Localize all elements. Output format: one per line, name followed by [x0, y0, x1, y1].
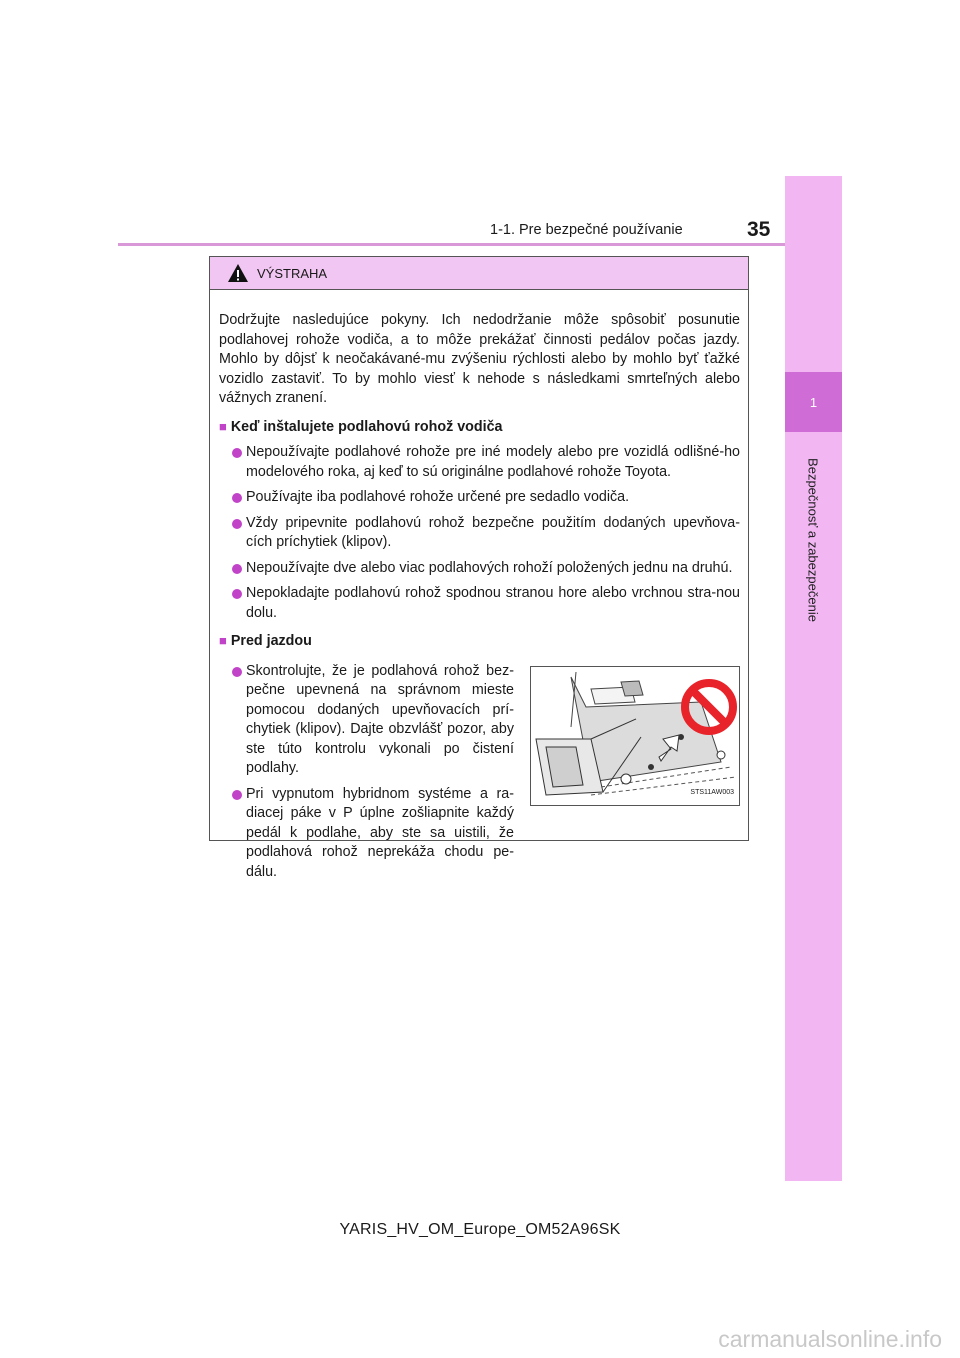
chapter-title: 1-1. Pre bezpečné používanie — [490, 222, 683, 238]
illustration-code: STS11AW003 — [690, 789, 734, 796]
page-number: 35 — [747, 218, 771, 241]
chapter-tab-number: 1 — [785, 372, 842, 432]
list-item: Vždy pripevnite podlahovú rohož bezpečne použitím dodaných upevňova-cích príchytiek (klipov). — [219, 514, 740, 553]
side-tab — [785, 176, 842, 1181]
warning-triangle-icon — [227, 263, 249, 283]
list-item: Skontrolujte, že je podlahová rohož bez-pečne upevnená na správnom mieste pomocou dodaných upevňovacích prí-chytiek (klipov). Dajte obzvlášť pozor, aby ste túto kontrolu vykonali po čistení podlahy. — [219, 662, 514, 779]
bullet-icon — [232, 790, 242, 800]
floor-mat-illustration — [530, 666, 740, 806]
warning-intro: Dodržujte nasledujúce pokyny. Ich nedodržanie môže spôsobiť posunutie podlahovej rohože vodiča, a to môže prekážať činnosti pedálov počas jazdy. Mohlo by dôjsť k neočakávané-mu zvýšeniu rýchlosti alebo by mohlo byť ťažké vozidlo zastaviť. To by mohlo viesť k nehode s následkami smrteľných alebo vážnych zranení. — [219, 312, 740, 406]
section-title — [219, 417, 740, 438]
square-bullet-icon: ■ — [219, 418, 227, 434]
square-bullet-icon: ■ — [219, 633, 227, 648]
bullet-icon — [232, 493, 242, 503]
header-divider — [118, 243, 785, 246]
list-item: Pri vypnutom hybridnom systéme a ra-diacej páke v P úplne zošliapnite každý pedál k podlahe, aby ste sa uistili, že podlahová rohož neprekáža chodu pe-dálu. — [219, 785, 514, 883]
list-item: Používajte iba podlahové rohože určené pre sedadlo vodiča. — [219, 488, 740, 508]
bullet-icon — [232, 667, 242, 677]
section-title-text: Keď inštalujete podlahovú rohož vodiča — [230, 418, 503, 435]
warning-title: VÝSTRAHA — [257, 265, 328, 281]
watermark: carmanualsonline.info — [718, 1326, 942, 1352]
warning-box — [209, 256, 749, 880]
bullet-icon — [232, 448, 242, 458]
footer-doc-id: YARIS_HV_OM_Europe_OM52A96SK — [339, 1221, 621, 1238]
warning-header — [210, 257, 748, 290]
list-item: Nepokladajte podlahovú rohož spodnou stranou hore alebo vrchnou stra-nou dolu. — [219, 584, 740, 623]
list-item: Nepoužívajte dve alebo viac podlahových rohoží položených jednu na druhú. — [219, 559, 740, 579]
list-item: Nepoužívajte podlahové rohože pre iné modely alebo pre vozidlá odlišné-ho modelového roka, aj keď to sú originálne podlahové rohože Toyota. — [219, 443, 740, 482]
chapter-tab-label: Bezpečnosť a zabezpečenie — [805, 458, 821, 622]
bullet-icon — [232, 564, 242, 574]
bullet-icon — [232, 519, 242, 529]
section-title-text: Pred jazdou — [230, 633, 312, 649]
bullet-icon — [232, 589, 242, 599]
section-title — [219, 631, 740, 652]
